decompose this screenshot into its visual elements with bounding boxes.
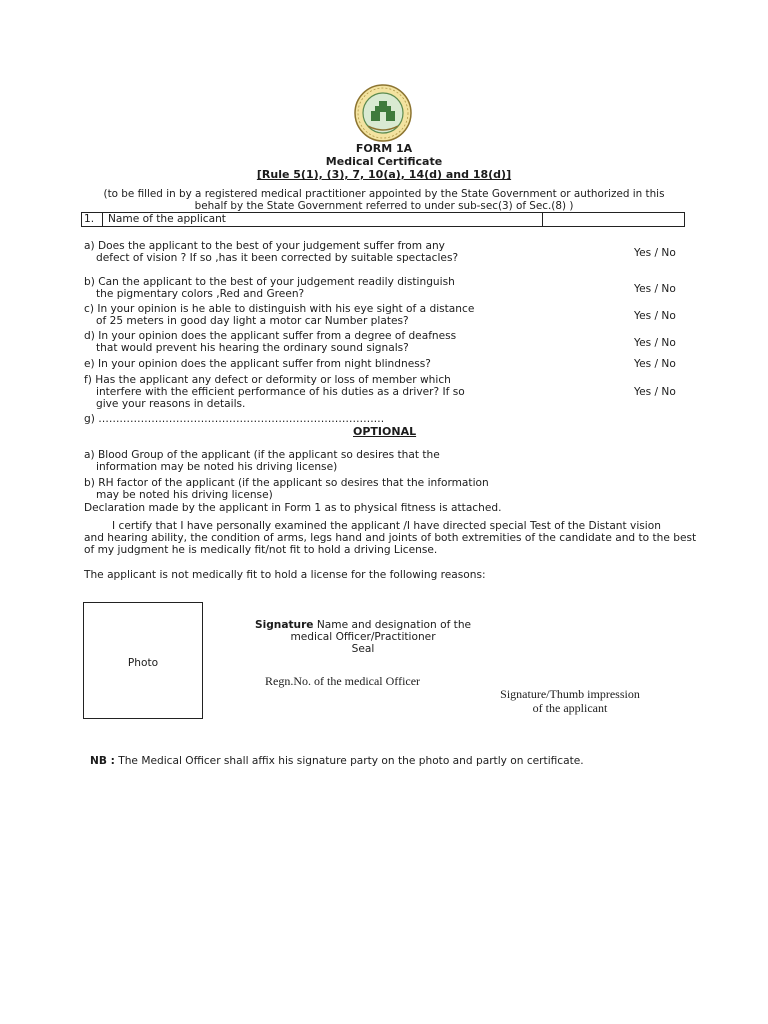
question-f-line-2: interfere with the efficient performance of his duties as a driver? If so [96, 386, 465, 398]
question-b-line-1: b) Can the applicant to the best of your judgement readily distinguish [84, 276, 455, 288]
optional-b-line-2: may be noted his driving license) [96, 489, 273, 501]
optional-a-line-2: information may be noted his driving license) [96, 461, 338, 473]
applicant-name-row[interactable] [81, 212, 685, 227]
question-a-line-2: defect of vision ? If so ,has it been corrected by suitable spectacles? [96, 252, 459, 264]
thumb-impression-line-2: of the applicant [532, 701, 608, 715]
question-f-line-3: give your reasons in details. [96, 398, 246, 410]
question-c-answer[interactable]: Yes / No [634, 310, 676, 322]
question-e-line-1: e) In your opinion does the applicant suffer from night blindness? [84, 358, 431, 370]
certify-line-1: I certify that I have personally examined the applicant /I have directed special Test of the Distant vision [112, 520, 661, 532]
applicant-name-label: Name of the applicant [108, 213, 226, 225]
question-a-answer[interactable]: Yes / No [634, 247, 676, 259]
question-c-line-1: c) In your opinion is he able to distinguish with his eye sight of a distance [84, 303, 475, 315]
form-title: Medical Certificate [325, 155, 443, 168]
question-c-line-2: of 25 meters in good day light a motor car Number plates? [96, 315, 409, 327]
question-d-answer[interactable]: Yes / No [634, 337, 676, 349]
not-fit-reasons: The applicant is not medically fit to hold a license for the following reasons: [84, 569, 486, 581]
optional-b-line-1: b) RH factor of the applicant (if the applicant so desires that the information [84, 477, 489, 489]
photo-box[interactable] [83, 602, 203, 719]
question-b-answer[interactable]: Yes / No [634, 283, 676, 295]
question-g[interactable]: g) ……………………………………………………………………… [84, 413, 385, 425]
photo-label: Photo [127, 657, 159, 669]
optional-a-line-1: a) Blood Group of the applicant (if the applicant so desires that the [84, 449, 440, 461]
nb-text: The Medical Officer shall affix his signature party on the photo and partly on certificate. [114, 755, 584, 767]
signature-block-line-1 [248, 619, 478, 632]
state-emblem-icon [354, 84, 412, 142]
instruction-line-2: behalf by the State Government referred to under sub-sec(3) of Sec.(8) ) [194, 200, 574, 212]
signature-bold-label: Signature [254, 619, 314, 631]
certify-line-2: and hearing ability, the condition of arms, legs hand and joints of both extremities of the candidate and to the best [84, 532, 697, 544]
signature-block-line-3: Seal [351, 643, 375, 655]
certify-line-3: of my judgment he is medically fit/not fit to hold a driving License. [84, 544, 438, 556]
question-b-line-2: the pigmentary colors ,Red and Green? [96, 288, 305, 300]
question-d-line-1: d) In your opinion does the applicant suffer from a degree of deafness [84, 330, 457, 342]
instruction-line-1: (to be filled in by a registered medical practitioner appointed by the State Government or authorized in this [103, 188, 665, 200]
regn-no-label: Regn.No. of the medical Officer [265, 674, 421, 688]
declaration-text: Declaration made by the applicant in Form 1 as to physical fitness is attached. [84, 502, 502, 514]
row-number: 1. [82, 213, 103, 226]
optional-heading: OPTIONAL [353, 425, 417, 438]
question-f-line-1: f) Has the applicant any defect or deformity or loss of member which [84, 374, 451, 386]
row-divider [542, 213, 543, 226]
thumb-impression-line-1: Signature/Thumb impression [500, 687, 640, 701]
question-d-line-2: that would prevent his hearing the ordinary sound signals? [96, 342, 409, 354]
question-e-answer[interactable]: Yes / No [634, 358, 676, 370]
form-number: FORM 1A [355, 142, 413, 155]
nb-note [90, 755, 584, 768]
question-a-line-1: a) Does the applicant to the best of your judgement suffer from any [84, 240, 445, 252]
nb-label: NB : [90, 755, 115, 767]
form-rules: [Rule 5(1), (3), 7, 10(a), 14(d) and 18(d)] [256, 168, 512, 181]
signature-block-line-2: medical Officer/Practitioner [290, 631, 436, 643]
question-f-answer[interactable]: Yes / No [634, 386, 676, 398]
signature-designation-label: Name and designation of the [313, 619, 472, 631]
